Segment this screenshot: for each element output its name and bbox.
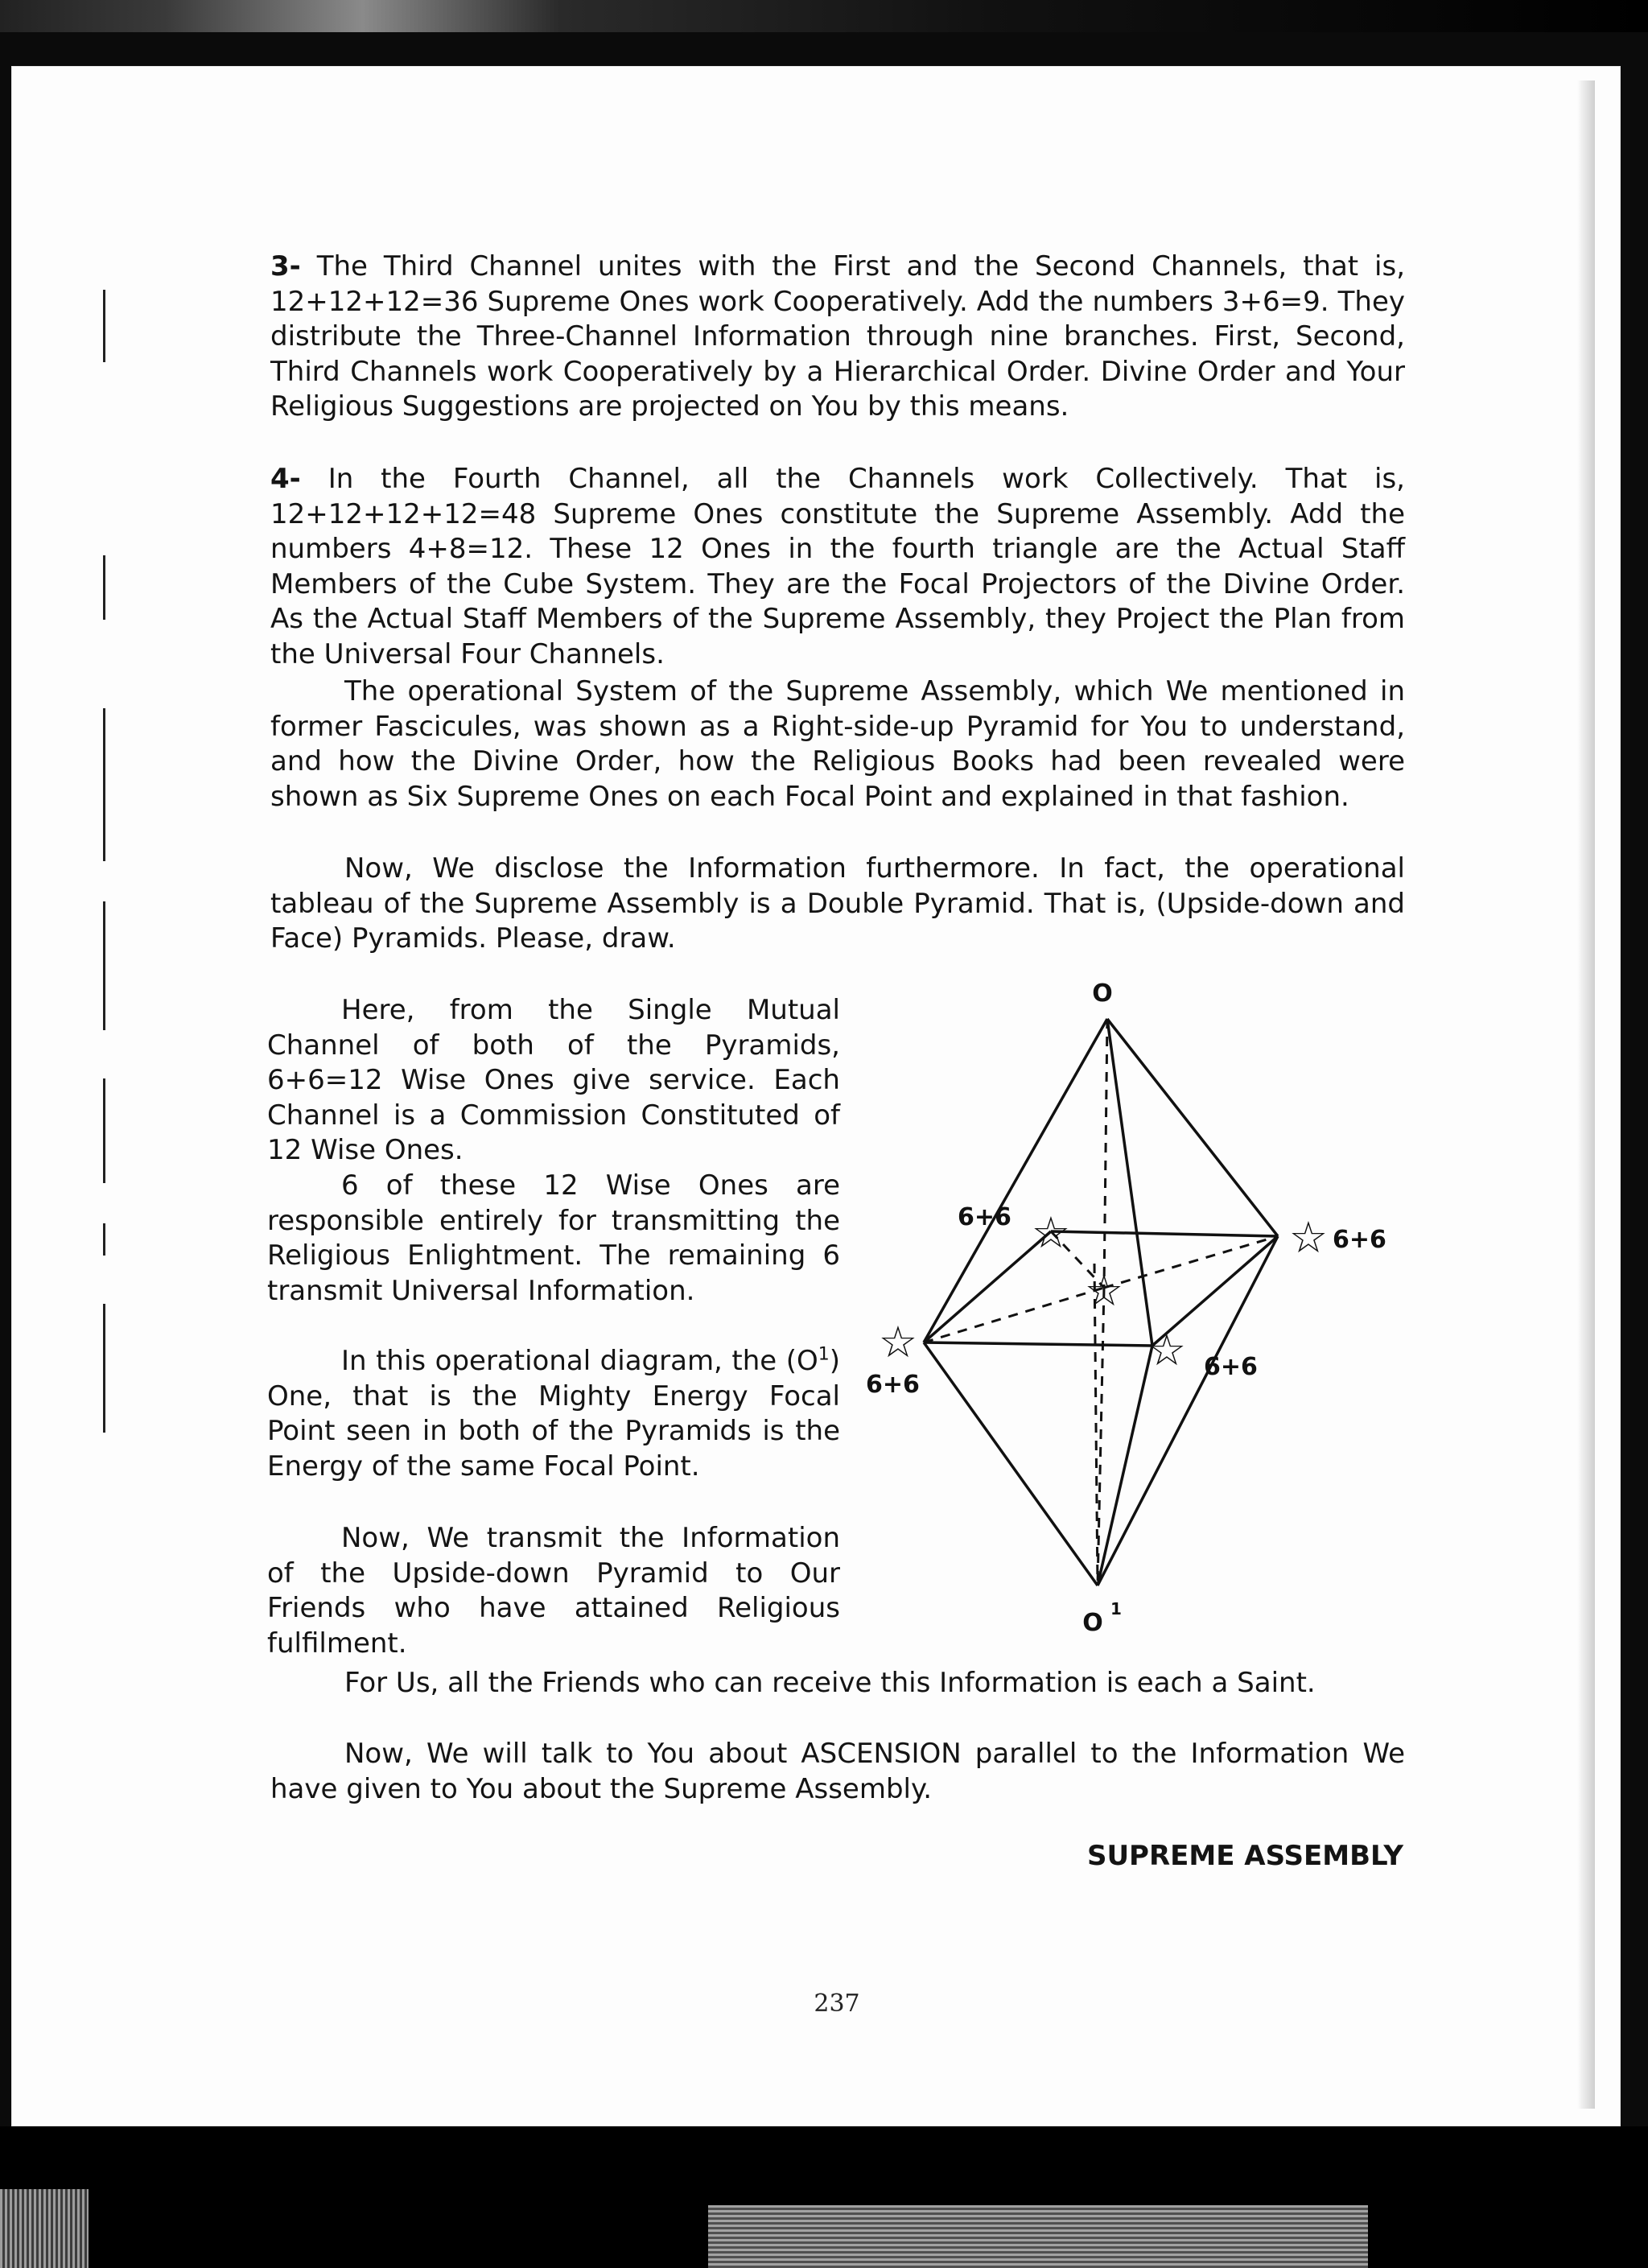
star-icon-front: ☆ <box>1147 1325 1187 1375</box>
edge-bottom-front <box>1098 1346 1152 1586</box>
axis-upper <box>1104 1019 1107 1288</box>
edge-bottom-right <box>1098 1236 1278 1586</box>
paragraph-saint: For Us, all the Friends who can receive this Information is each a Saint. <box>344 1667 1316 1699</box>
paragraph-double-pyramid: Now, We disclose the Information furthermore. In fact, the operational tableau of the Supreme Assembly is a Double Pyramid. That is, (Upside-down and Face) Pyramids. Please, draw. <box>270 852 1405 955</box>
apex-bottom-superscript: 1 <box>1110 1599 1122 1619</box>
apex-top-label: O <box>1092 979 1113 1008</box>
page-curl-edge <box>1577 80 1595 2109</box>
signature-supreme-assembly: SUPREME ASSEMBLY <box>1086 1840 1403 1872</box>
paragraph-number: 4- <box>270 463 301 495</box>
paragraph-fourth-channel <box>270 462 1405 672</box>
double-pyramid-diagram <box>853 974 1416 1650</box>
scan-bottom-glare <box>708 2205 1368 2268</box>
focal-text-after: ) One, that is the Mighty Energy Focal Point seen in both of the Pyramids is the Energy of the same Focal Point. <box>267 1345 840 1482</box>
edge-bottom-left <box>924 1342 1098 1586</box>
scan-top-shadow <box>0 0 1648 32</box>
hidden-center-right <box>1104 1236 1278 1288</box>
edge-back-right <box>1051 1231 1278 1236</box>
focal-text-before: In this operational diagram, the (O <box>341 1345 818 1377</box>
apex-bottom-label: O <box>1082 1609 1103 1637</box>
column-paragraph-upside-down: Now, We transmit the Information of the Upside-down Pyramid to Our Friends who have attained Religious fulfilment. <box>267 1522 840 1660</box>
paragraph-operational-system: The operational System of the Supreme Assembly, which We mentioned in former Fascicules, was shown as a Right-side-up Pyramid for You to understand, and how the Divine Order, how the Religious Books had been revealed were shown as Six Supreme Ones on each Focal Point and explained in that fashion. <box>270 675 1405 813</box>
paragraph-number: 3- <box>270 250 301 282</box>
paragraph-text: The Third Channel unites with the First and the Second Channels, that is, 12+12+12=36 Supreme Ones work Cooperatively. Add the numbers 3+6=9. They distribute the Three-Channel Information through nine branches. First, Second, Third Channels work Cooperatively by a Hierarchical Order. Divine Order and Your Religious Suggestions are projected on You by this means. <box>270 250 1405 423</box>
column-paragraph-focal-point <box>267 1344 840 1484</box>
star-icon-center: ☆ <box>1084 1265 1124 1316</box>
star-icon-left: ☆ <box>878 1317 918 1367</box>
label-front-right: 6+6 <box>1204 1353 1258 1381</box>
label-back-left: 6+6 <box>958 1203 1011 1231</box>
axis-lower <box>1098 1288 1104 1586</box>
page-number: 237 <box>814 1990 860 2018</box>
edge-left-front <box>924 1342 1152 1346</box>
paragraph-text: In the Fourth Channel, all the Channels work Collectively. That is, 12+12+12+12=48 Supreme Ones constitute the Supreme Assembly. Add the numbers 4+8=12. These 12 Ones in the fourth triangle are the Actual Staff Members of the Cube System. They are the Focal Projectors of the Divine Order. As the Actual Staff Members of the Supreme Assembly, they Project the Plan from the Universal Four Channels. <box>270 463 1405 670</box>
paragraph-third-channel <box>270 249 1405 425</box>
focal-superscript: 1 <box>818 1344 830 1365</box>
binding-marks <box>103 290 109 1433</box>
star-icon-right: ☆ <box>1288 1212 1329 1263</box>
column-paragraph-wise-ones: 6 of these 12 Wise Ones are responsible entirely for transmitting the Religious Enlightment. The remaining 6 transmit Universal Information. <box>267 1169 840 1307</box>
paragraph-ascension: Now, We will talk to You about ASCENSION parallel to the Information We have given to You about the Supreme Assembly. <box>270 1738 1405 1805</box>
column-paragraph-mutual-channel: Here, from the Single Mutual Channel of both of the Pyramids, 6+6=12 Wise Ones give service. Each Channel is a Commission Constituted of 12 Wise Ones. <box>267 994 840 1166</box>
star-icon-back: ☆ <box>1031 1207 1071 1258</box>
scan-bottom-left-glare <box>0 2189 89 2268</box>
label-left: 6+6 <box>866 1371 920 1399</box>
label-right: 6+6 <box>1333 1226 1386 1254</box>
